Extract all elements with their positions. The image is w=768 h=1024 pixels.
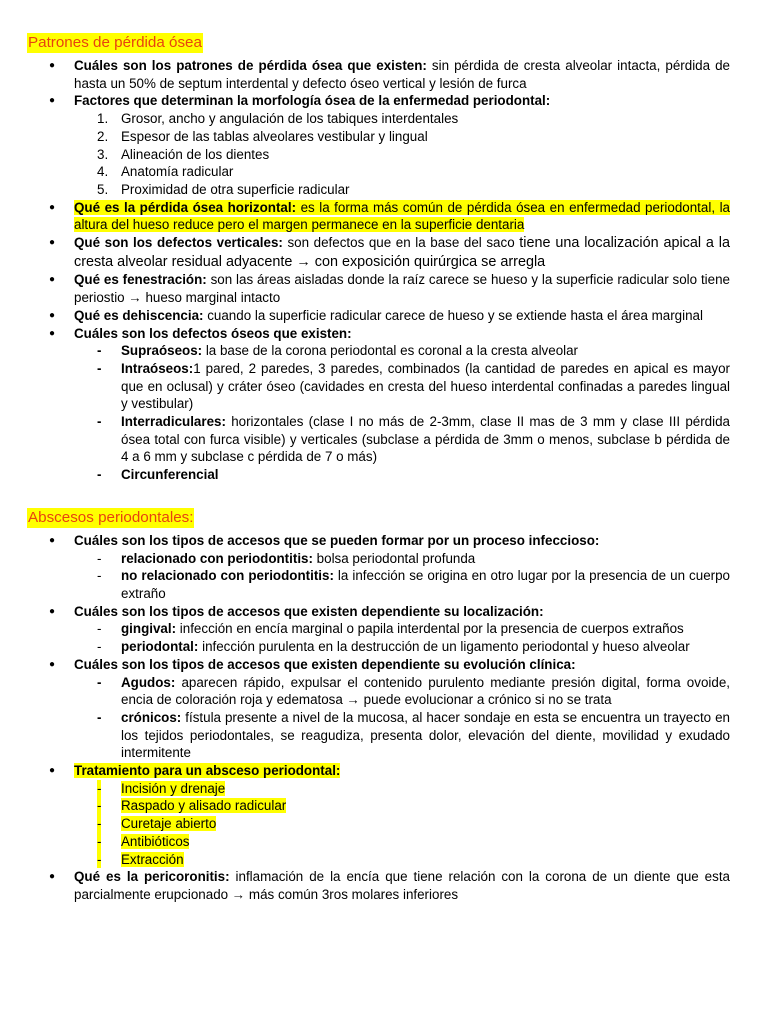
defect-item: - Supraóseos: la base de la corona periodontal es coronal a la cresta alveolar (97, 343, 579, 359)
bone-loss-list (27, 57, 730, 484)
factors-list (74, 110, 730, 199)
factor-item: 3. Alineación de los dientes (97, 146, 270, 162)
treatment-item: - Extracción (97, 851, 184, 867)
section-heading-abscesses: Abscesos periodontales: (28, 508, 194, 526)
factor-item: 2. Espesor de las tablas alveolares vestibular y lingual (97, 128, 428, 144)
list-item: ● Qué son los defectos verticales: son defectos que en la base del saco tiene una localización apical a la cresta alveolar residual adyacente → con exposición quirúrgica se arregla (27, 234, 730, 271)
treatment-item: - Antibióticos (97, 833, 190, 849)
list-item: ● Qué es la pericoronitis: inflamación de la encía que tiene relación con la corona de un diente que esta parcialmente erupcionado → más común 3ros molares inferiores (27, 868, 730, 903)
list-item-highlighted: ● Tratamiento para un absceso periodontal: - Incisión y drenaje - Raspado y alisado radicular - Curetaje abierto - Antibióticos - Extracción (27, 762, 730, 868)
defect-item: - Interradiculares: horizontales (clase I no más de 2-3mm, clase II mas de 3 mm y clase III pérdida ósea total con furca visible) y verticales (subclase a pérdida de 3mm o menos, subclase b pérdida de 4 a 6 mm y subclase c pérdida de 7 o más) (97, 414, 730, 465)
list-item: ● Cuáles son los defectos óseos que existen: - Supraóseos: la base de la corona periodontal es coronal a la cresta alveolar - Intraóseos:1 pared, 2 paredes, 3 paredes, combinados (la cantidad de paredes en apical es mayor que en oclusal) y cráter óseo (cavidades en cresta del hueso interdental confinadas a paredes lingual y vestibular) - Interradiculares: horizontales (clase I no más de 2-3mm, clase II mas de 3 mm y clase III pérdida ósea total con furca visible) y verticales (subclase a pérdida de 3mm o menos, subclase b pérdida de 4 a 6 mm y subclase c pérdida de 7 o más) - Circunferencial (27, 325, 730, 484)
sub-item: - Agudos: aparecen rápido, expulsar el contenido purulento mediante presión digital, forma ovoide, encia de coloración roja y edematosa → puede evolucionar a crónico si no se trata (97, 674, 730, 708)
sub-item: - crónicos: fístula presente a nivel de la mucosa, al hacer sondaje en esta se encuentra un trayecto en los tejidos periodontales, se reagudiza, presenta dolor, elevación del diente, movilidad y exudado intermitente (97, 709, 730, 761)
treatment-item: - Incisión y drenaje (97, 780, 226, 796)
sub-item: - relacionado con periodontitis: bolsa periodontal profunda (97, 550, 476, 566)
list-item: ● Cuáles son los patrones de pérdida ósea que existen: sin pérdida de cresta alveolar intacta, pérdida de hasta un 50% de septum interdental y defecto óseo vertical y lesión de furca (27, 57, 730, 92)
defect-item: - Circunferencial (97, 467, 219, 483)
list-item: ● Cuáles son los tipos de accesos que se pueden formar por un proceso infeccioso: - relacionado con periodontitis: bolsa periodontal profunda - no relacionado con periodontitis: la infección se origina en otro lugar por la presencia de un cuerpo extraño (27, 532, 730, 603)
sub-item: - periodontal: infección purulenta en la destrucción de un ligamento periodontal y hueso alveolar (97, 639, 690, 655)
sub-item: - gingival: infección en encía marginal o papila interdental por la presencia de cuerpos extraños (97, 621, 684, 637)
defect-item: - Intraóseos:1 pared, 2 paredes, 3 paredes, combinados (la cantidad de paredes en apical es mayor que en oclusal) y cráter óseo (cavidades en cresta del hueso interdental confinadas a paredes lingual y vestibular) (97, 360, 730, 412)
factor-item: 1. Grosor, ancho y angulación de los tabiques interdentales (97, 111, 459, 127)
defects-list (74, 342, 730, 484)
list-item: ● Qué es fenestración: son las áreas aisladas donde la raíz carece se hueso y la superficie radicular solo tiene periostio → hueso marginal intacto (27, 271, 730, 306)
list-item: ● Cuáles son los tipos de accesos que existen dependiente su localización: - gingival: infección en encía marginal o papila interdental por la presencia de cuerpos extraños - periodontal: infección purulenta en la destrucción de un ligamento periodontal y hueso alveolar (27, 603, 730, 656)
abscess-list (27, 532, 730, 904)
list-item-highlighted: ● Qué es la pérdida ósea horizontal: es la forma más común de pérdida ósea en enfermedad periodontal, la altura del hueso reduce pero el margen permanece en la superficie dentaria (27, 199, 730, 234)
list-item: ● Cuáles son los tipos de accesos que existen dependiente su evolución clínica: - Agudos: aparecen rápido, expulsar el contenido purulento mediante presión digital, forma ovoide, encia de coloración roja y edematosa → puede evolucionar a crónico si no se trata - crónicos: fístula presente a nivel de la mucosa, al hacer sondaje en esta se encuentra un trayecto en los tejidos periodontales, se reagudiza, presenta dolor, elevación del diente, movilidad y exudado intermitente (27, 656, 730, 762)
treatment-item: - Curetaje abierto (97, 816, 217, 832)
factor-item: 5. Proximidad de otra superficie radicular (97, 181, 350, 197)
section-heading-bone-loss: Patrones de pérdida ósea (28, 34, 202, 51)
list-item: ● Qué es dehiscencia: cuando la superficie radicular carece de hueso y se extiende hasta el área marginal (27, 307, 730, 325)
treatment-item: - Raspado y alisado radicular (97, 798, 287, 814)
sub-item: - no relacionado con periodontitis: la infección se origina en otro lugar por la presencia de un cuerpo extraño (97, 568, 730, 601)
factor-item: 4. Anatomía radicular (97, 164, 234, 180)
list-item: ● Factores que determinan la morfología ósea de la enfermedad periodontal: 1. Grosor, ancho y angulación de los tabiques interdentales 2. Espesor de las tablas alveolares vestibular y lingual 3. Alineación de los dientes 4. Anatomía radicular 5. Proximidad de otra superficie radicular (27, 92, 730, 198)
